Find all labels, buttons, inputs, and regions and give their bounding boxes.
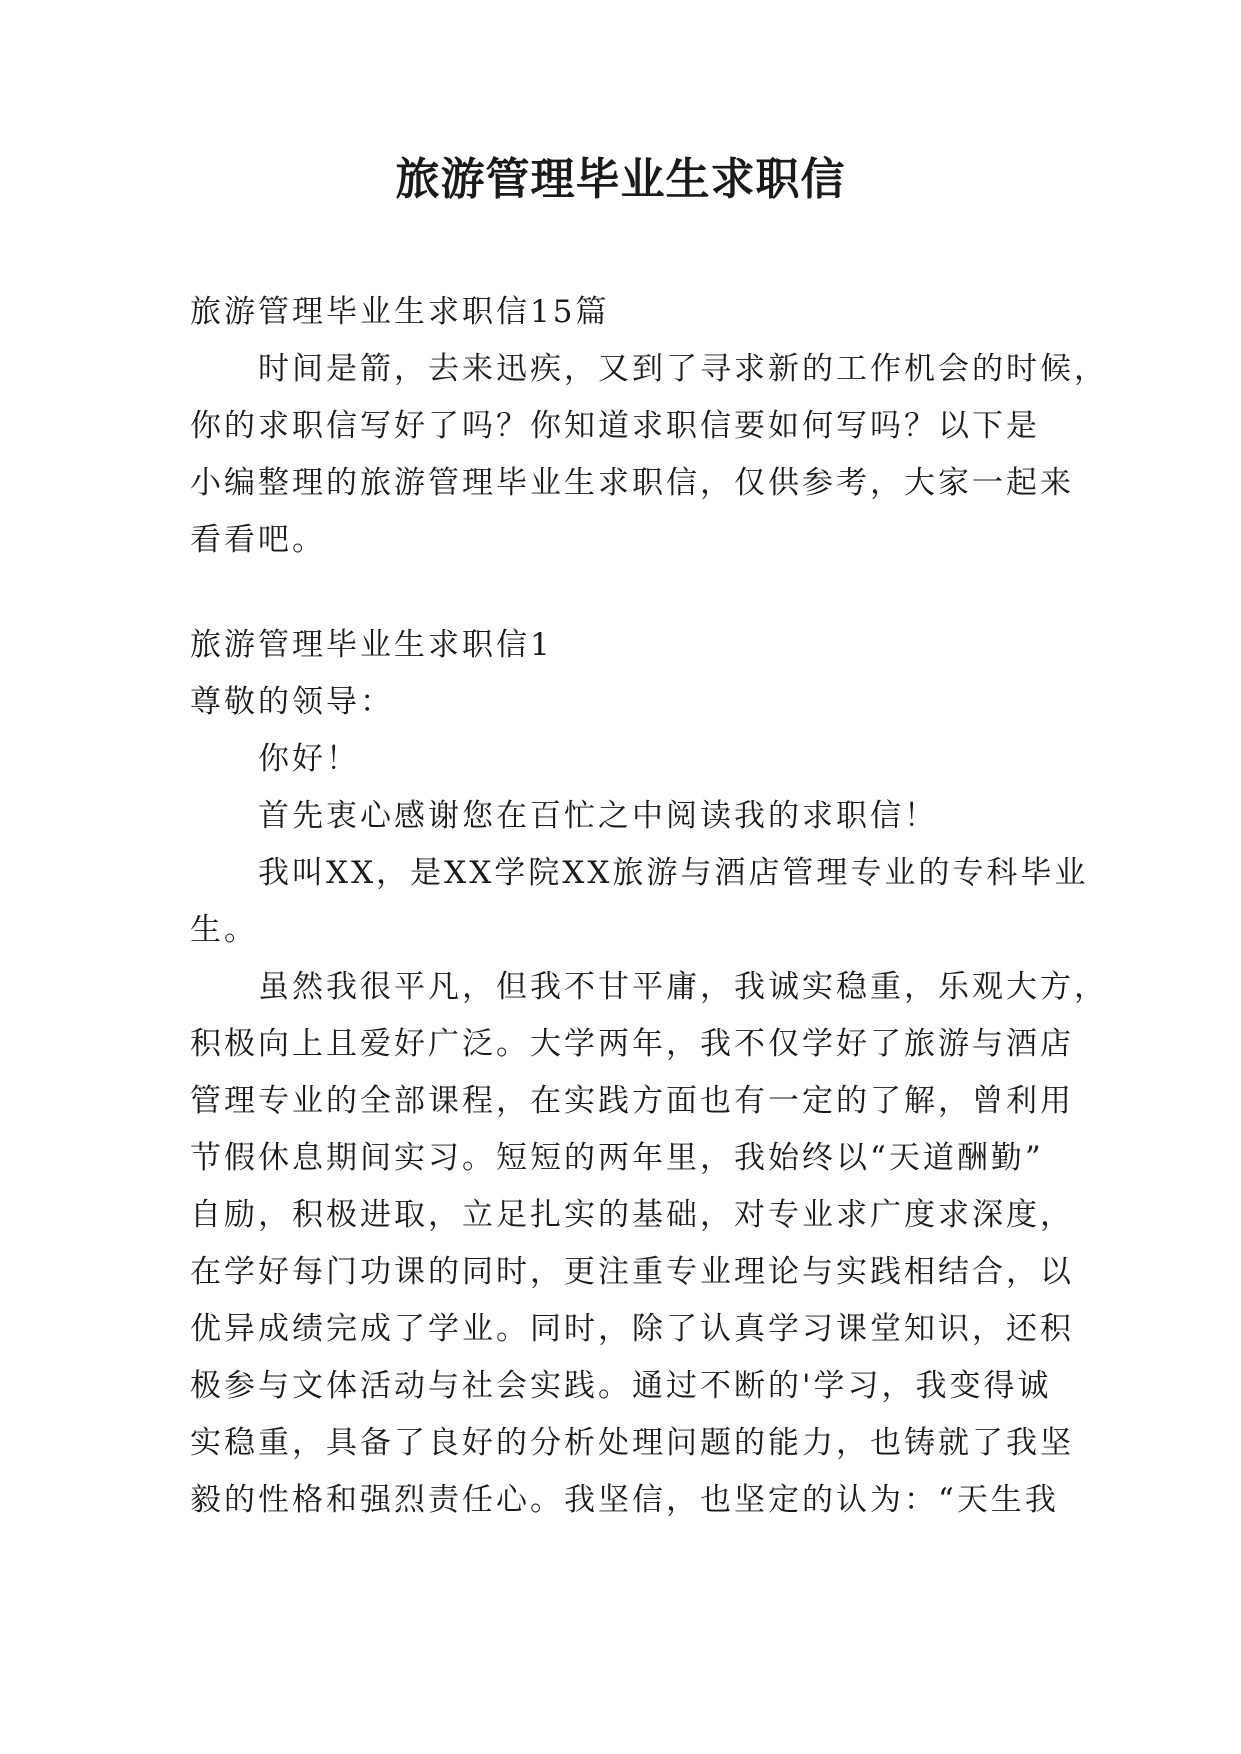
- paragraph-self-description: [190, 959, 1108, 1529]
- salutation: 尊敬的领导：: [190, 684, 394, 720]
- paragraph-line: 极参与文体活动与社会实践。通过不断的'学习，我变得诚: [190, 1368, 1052, 1404]
- paragraph-line: 自励，积极进取，立足扎实的基础，对专业求广度求深度，: [190, 1197, 1074, 1233]
- intro-line: 看看吧。: [190, 522, 326, 558]
- intro-line: 小编整理的旅游管理毕业生求职信，仅供参考，大家一起来: [190, 465, 1074, 501]
- paragraph-line: 实稳重，具备了良好的分析处理问题的能力，也铸就了我坚: [190, 1425, 1074, 1461]
- greeting: 你好！: [258, 741, 360, 777]
- paragraph-line: 生。: [190, 912, 258, 948]
- paragraph-line: 优异成绩完成了学业。同时，除了认真学习课堂知识，还积: [190, 1311, 1074, 1347]
- document-subtitle: 旅游管理毕业生求职信15篇: [190, 294, 610, 330]
- paragraph-line: 积极向上且爱好广泛。大学两年，我不仅学好了旅游与酒店: [190, 1026, 1074, 1062]
- intro-paragraph: [190, 341, 1108, 569]
- paragraph-introduction: [190, 845, 1089, 959]
- document-body: [190, 284, 1108, 1529]
- intro-line: 时间是箭，去来迅疾，又到了寻求新的工作机会的时候，: [258, 351, 1108, 387]
- section-heading: 旅游管理毕业生求职信1: [190, 627, 553, 663]
- thanks-line: 首先衷心感谢您在百忙之中阅读我的求职信！: [258, 798, 938, 834]
- paragraph-line: 在学好每门功课的同时，更注重专业理论与实践相结合，以: [190, 1254, 1074, 1290]
- paragraph-line: 虽然我很平凡，但我不甘平庸，我诚实稳重，乐观大方，: [258, 969, 1108, 1005]
- paragraph-line: 毅的性格和强烈责任心。我坚信，也坚定的认为：“天生我: [190, 1482, 1059, 1518]
- paragraph-line: 管理专业的全部课程，在实践方面也有一定的了解，曾利用: [190, 1083, 1074, 1119]
- intro-line: 你的求职信写好了吗？你知道求职信要如何写吗？以下是: [190, 408, 1040, 444]
- document-title: 旅游管理毕业生求职信: [395, 154, 846, 205]
- paragraph-line: 我叫XX，是XX学院XX旅游与酒店管理专业的专科毕业: [258, 855, 1089, 891]
- paragraph-gap: [190, 569, 1070, 617]
- paragraph-line: 节假休息期间实习。短短的两年里，我始终以“天道酬勤”: [190, 1140, 1044, 1176]
